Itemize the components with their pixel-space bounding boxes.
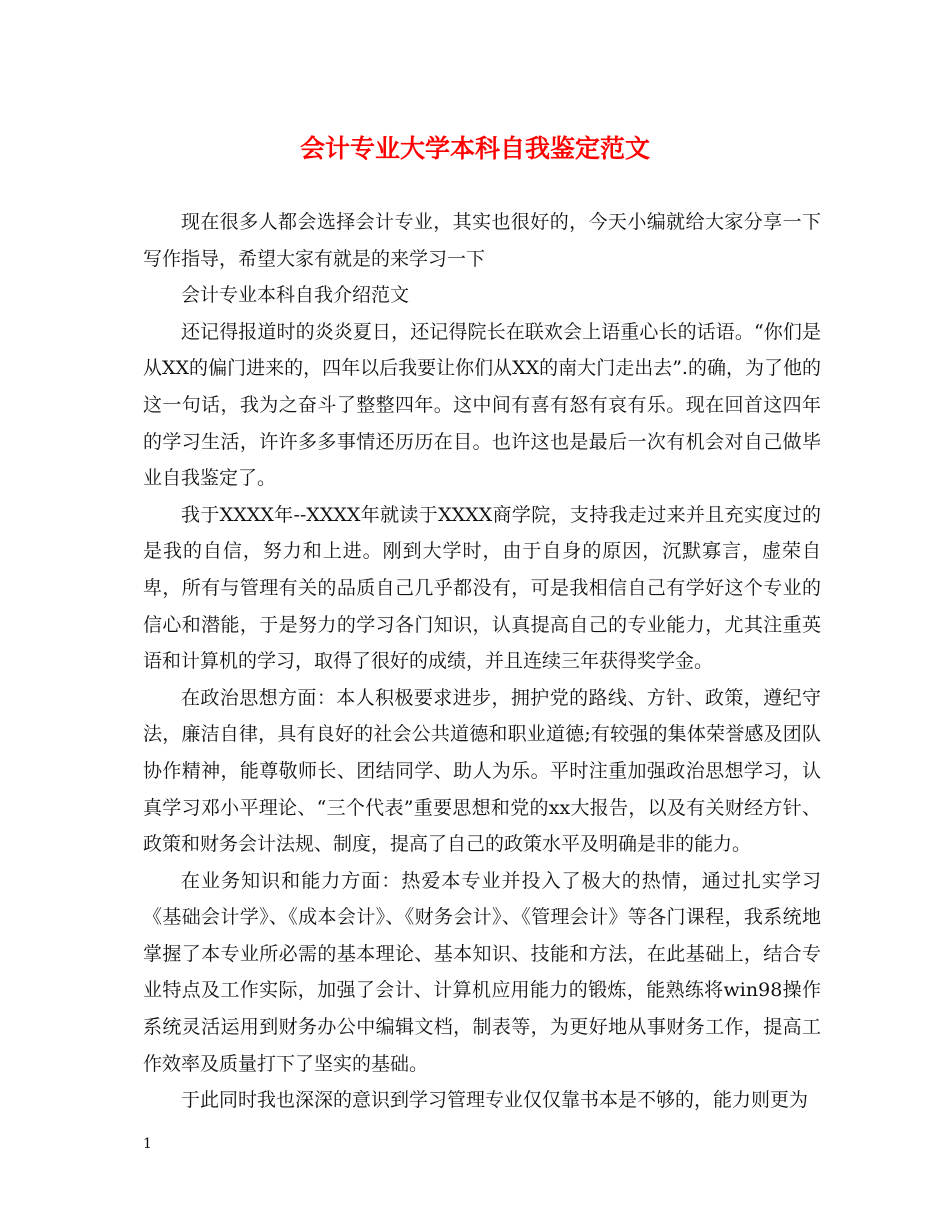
paragraph-subtitle: 会计专业本科自我介绍范文 <box>181 284 410 307</box>
document-title: 会计专业大学本科自我鉴定范文 <box>299 134 650 163</box>
paragraph-2: 我于XXXX年--XXXX年就读于XXXX商学院，支持我走过来并且充实度过的是我的自信，努力和上进。刚到大学时，由于自身的原因，沉默寡言，虚荣自卑，所有与管理有关的品质自己几乎都没有，可是我相信自己有学好这个专业的信心和潜能，于是努力的学习各门知识，认真提高自己的专业能力，尤其注重英语和计算机的学习，取得了很好的成绩，并且连续三年获得奖学金。 <box>143 503 821 673</box>
paragraph-intro: 现在很多人都会选择会计专业，其实也很好的，今天小编就给大家分享一下写作指导，希望大家有就是的来学习一下 <box>143 211 821 270</box>
paragraph-5: 于此同时我也深深的意识到学习管理专业仅仅靠书本是不够的，能力则更为 <box>181 1089 809 1112</box>
paragraph-3: 在政治思想方面：本人积极要求进步，拥护党的路线、方针、政策，遵纪守法，廉洁自律，具有良好的社会公共道德和职业道德;有较强的集体荣誉感及团队协作精神，能尊敬师长、团结同学、助人为乐。平时注重加强政治思想学习，认真学习邓小平理论、“三个代表”重要思想和党的xx大报告，以及有关财经方针、政策和财务会计法规、制度，提高了自己的政策水平及明确是非的能力。 <box>143 686 821 856</box>
document-body <box>143 204 821 1119</box>
paragraph-1: 还记得报道时的炎炎夏日，还记得院长在联欢会上语重心长的话语。“你们是从XX的偏门进来的，四年以后我要让你们从XX的南大门走出去”.的确，为了他的这一句话，我为之奋斗了整整四年。这中间有喜有怒有哀有乐。现在回首这四年的学习生活，许许多多事情还历历在目。也许这也是最后一次有机会对自己做毕业自我鉴定了。 <box>143 320 821 490</box>
paragraph-4: 在业务知识和能力方面：热爱本专业并投入了极大的热情，通过扎实学习《基础会计学》、《成本会计》、《财务会计》、《管理会计》等各门课程，我系统地掌握了本专业所必需的基本理论、基本知识、技能和方法，在此基础上，结合专业特点及工作实际，加强了会计、计算机应用能力的锻炼，能熟练将win98操作系统灵活运用到财务办公中编辑文档，制表等，为更好地从事财务工作，提高工作效率及质量打下了坚实的基础。 <box>143 869 821 1075</box>
page-number: 1 <box>143 1136 152 1152</box>
